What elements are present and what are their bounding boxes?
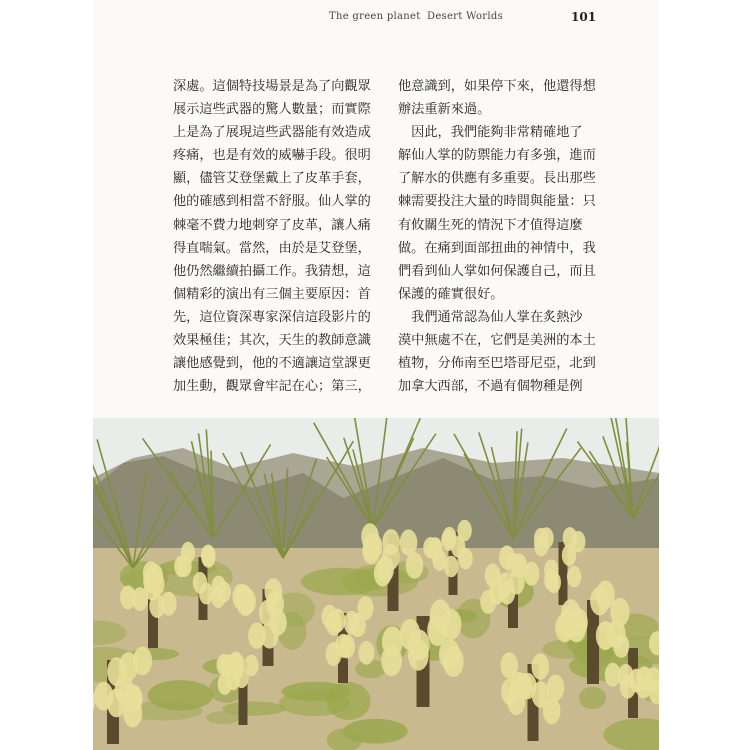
shrub — [579, 687, 606, 709]
cholla-pad — [381, 645, 402, 676]
cholla-pad — [201, 545, 215, 567]
text-line: 先，這位資深專家深信這段影片的 — [173, 309, 371, 325]
text-line: 顯，儘管艾登堡戴上了皮革手套， — [173, 171, 371, 187]
text-line: 加拿大西部，不過有個物種是例 — [398, 379, 583, 395]
cholla-pad — [237, 590, 255, 616]
text-line: 深處。這個特技場景是為了向觀眾 — [173, 79, 371, 94]
shrub — [301, 568, 383, 596]
cholla-pad — [244, 655, 258, 677]
text-line: 了解水的供應有多重要。長出那些 — [398, 171, 596, 187]
text-line: 辦法重新來過。 — [398, 102, 491, 118]
cholla-pad — [511, 553, 527, 577]
cholla-pad — [400, 619, 421, 650]
cholla-pad — [406, 552, 424, 578]
cholla-pad — [358, 641, 374, 665]
text-line: 他仍然繼續拍攝工作。我猜想，這 — [173, 263, 371, 279]
desert-scene-illustration — [93, 418, 659, 750]
shrub — [206, 711, 240, 724]
text-line: 他的確感到相當不舒服。仙人掌的 — [173, 194, 371, 210]
cholla-pad — [500, 652, 518, 678]
cholla-pad — [362, 538, 380, 564]
cholla-pad — [133, 647, 152, 676]
text-line: 效果極佳；其次，天生的教師意識 — [173, 333, 371, 349]
cholla-pad — [605, 663, 621, 687]
shrub — [279, 690, 350, 716]
cholla-pad — [439, 639, 460, 670]
text-line: 得直喘氣。當然，由於是艾登堡， — [173, 240, 371, 256]
text-line: 漠中無處不在，它們是美洲的本土 — [398, 333, 596, 349]
cholla-pad — [423, 537, 437, 559]
cholla-pad — [441, 530, 455, 552]
cholla-pad — [218, 673, 232, 695]
cholla-pad — [620, 675, 636, 699]
cholla-pad — [507, 689, 525, 715]
text-line: 保護的確實很好。 — [398, 286, 504, 302]
cholla-pad — [400, 529, 418, 555]
text-line: 疼痛，也是有效的威嚇手段。很明 — [173, 148, 371, 164]
text-line: 做。在痛到面部扭曲的神情中，我 — [398, 240, 596, 256]
cholla-pad — [480, 590, 496, 614]
running-head — [93, 10, 659, 24]
text-line: 展示這些武器的驚人數量；而實際 — [173, 102, 371, 118]
cholla-pad — [326, 642, 342, 666]
cholla-pad — [120, 585, 136, 609]
cholla-pad — [532, 681, 550, 707]
shrub — [148, 680, 214, 710]
cholla-pad — [547, 572, 561, 594]
cholla-pad — [212, 576, 226, 598]
desert-cactus-photo — [93, 418, 659, 750]
text-line: 植物，分佈南至巴塔哥尼亞，北到 — [398, 356, 596, 372]
cholla-pad — [532, 653, 550, 679]
cholla-pad — [458, 548, 472, 570]
book-title: The green planet — [329, 11, 421, 22]
cholla-pad — [229, 651, 243, 673]
cholla-pad — [441, 609, 462, 640]
book-page — [93, 0, 659, 750]
cholla-pad — [457, 520, 471, 542]
cholla-pad — [596, 581, 615, 610]
text-line: 們看到仙人掌如何保護自己，而且 — [398, 263, 596, 279]
cholla-pad — [547, 675, 565, 701]
cholla-pad — [563, 527, 577, 549]
text-line: 上是為了展現這些武器能有效造成 — [173, 125, 371, 141]
cholla-pad — [143, 561, 159, 585]
text-line: 我們通常認為仙人掌在炙熱沙 — [398, 309, 583, 325]
cholla-pad — [261, 622, 279, 648]
chapter-title: Desert Worlds — [427, 11, 503, 22]
cholla-pad — [358, 596, 374, 620]
cholla-pad — [217, 654, 231, 676]
text-line: 有攸關生死的情況下才值得這麼 — [398, 217, 583, 233]
text-line: 棘需要投注大量的時間與能量：只 — [398, 194, 596, 210]
cholla-pad — [485, 563, 501, 587]
cholla-pad — [376, 556, 394, 582]
cholla-pad — [259, 600, 277, 626]
text-line: 他意識到，如果停下來，他還得想 — [398, 79, 596, 94]
text-line: 個精彩的演出有三個主要原因：首 — [173, 286, 371, 302]
cholla-pad — [149, 594, 165, 618]
text-line: 加生動，觀眾會牢記在心；第三， — [173, 379, 371, 395]
cholla-pad — [174, 556, 188, 578]
cholla-pad — [382, 529, 400, 555]
cholla-pad — [561, 599, 580, 628]
page-number: 101 — [571, 10, 597, 24]
cholla-pad — [326, 612, 342, 636]
cholla-pad — [567, 566, 581, 588]
text-line: 因此，我們能夠非常精確地了 — [398, 125, 583, 141]
text-line: 讓他感覺到，他的不適讓這堂課更 — [173, 356, 371, 372]
shrub — [343, 719, 408, 744]
text-line: 解仙人掌的防禦能力有多強，進而 — [398, 148, 596, 164]
text-line: 棘毫不費力地刺穿了皮革，讓人痛 — [173, 217, 371, 233]
cholla-pad — [534, 528, 548, 550]
cholla-pad — [199, 583, 213, 605]
text-column-right — [398, 75, 603, 398]
cholla-pad — [115, 675, 134, 704]
cholla-pad — [613, 634, 629, 658]
text-column-left — [173, 75, 373, 398]
